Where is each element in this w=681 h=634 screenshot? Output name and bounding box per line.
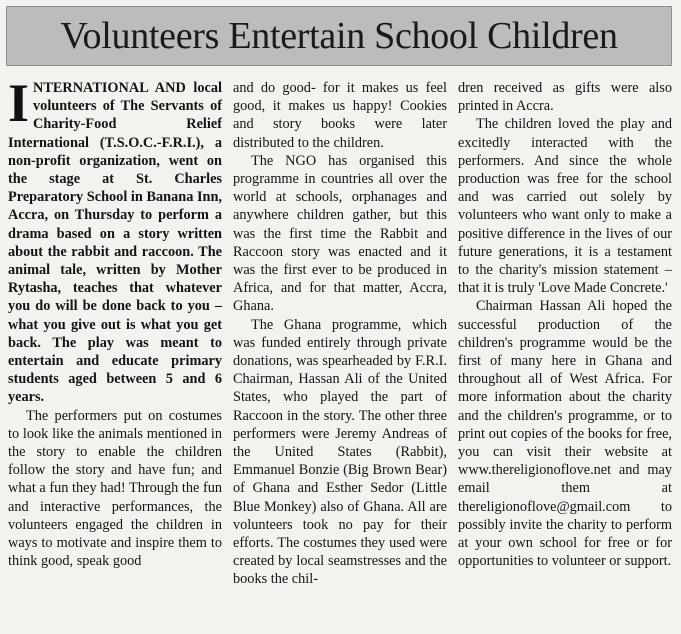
lead-paragraph bbox=[8, 73, 222, 407]
headline-bar bbox=[6, 6, 672, 66]
paragraph: dren received as gifts were also printed in Accra. bbox=[458, 80, 672, 115]
paragraph: The children loved the play and excitedly interacted with the performers. And since the whole production was free for the school and was carried out solely by volunteers who want only to make a positive difference in the lives of our future generations, it is a testament to the charity's mission statement – that it is truly 'Love Made Concrete.' bbox=[458, 116, 672, 297]
column-1 bbox=[8, 73, 222, 589]
paragraph: The performers put on costumes to look like the animals mentioned in the story to enable the children follow the story and have fun; and what a fun they had! Through the fun and interactive performances, the volunteers engaged the children in ways to motivate and inspire them to think good, speak good bbox=[8, 407, 222, 570]
article-columns bbox=[6, 73, 675, 589]
headline: Volunteers Entertain School Children bbox=[60, 15, 618, 57]
paragraph: The Ghana programme, which was funded entirely through private donations, was spearheaded by F.R.I. Chairman, Hassan Ali of the United States, who played the part of Raccoon in the story. The other three performers were Jeremy Andreas of the United States (Rabbit), Emmanuel Bonzie (Big Brown Bear) of Ghana and Esther Sedor (Little Blue Monkey) also of Ghana. All are volunteers took no pay for their efforts. The costumes they used were created by local seamstresses and the books the chil- bbox=[233, 316, 447, 588]
paragraph: The NGO has organised this programme in countries all over the world at schools, orphanages and anywhere children gather, but this was the first time the Rabbit and Raccoon story was enacted and it was the first ever to be produced in Africa, and for that matter, Accra, Ghana. bbox=[233, 152, 447, 315]
paragraph: and do good- for it makes us feel good, it makes us happy! Cookies and story books were later distributed to the children. bbox=[233, 80, 447, 151]
column-2 bbox=[233, 79, 447, 589]
column-3 bbox=[458, 79, 672, 589]
lead-text: local volunteers of The Servants of Charity-Food Relief International (T.S.O.C.-F.R.I.), a non-profit organization, went on the stage at St. Charles Preparatory School in Banana Inn, Accra, on Thursday to perform a drama based on a story written about the rabbit and raccoon. The animal tale, written by Mother Rytasha, teaches that whatever you do will be done back to you – what you give out is what you get back. The play was meant to entertain and educate primary students aged between 5 and 6 years. bbox=[8, 80, 222, 406]
drop-cap: I bbox=[8, 73, 30, 133]
lead-caps: NTERNATIONAL AND bbox=[33, 80, 186, 96]
paragraph: Chairman Hassan Ali hoped the successful production of the children's programme would be the first of many here in Ghana and throughout all of West Africa. For more information about the charity and the children's programme, or to print out copies of the books for free, you can visit their website at www.thereligionoflove.net and may email them at thereligionoflove@gmail.com to possibly invite the charity to perform at your own school for free or for opportunities to volunteer or support. bbox=[458, 298, 672, 570]
